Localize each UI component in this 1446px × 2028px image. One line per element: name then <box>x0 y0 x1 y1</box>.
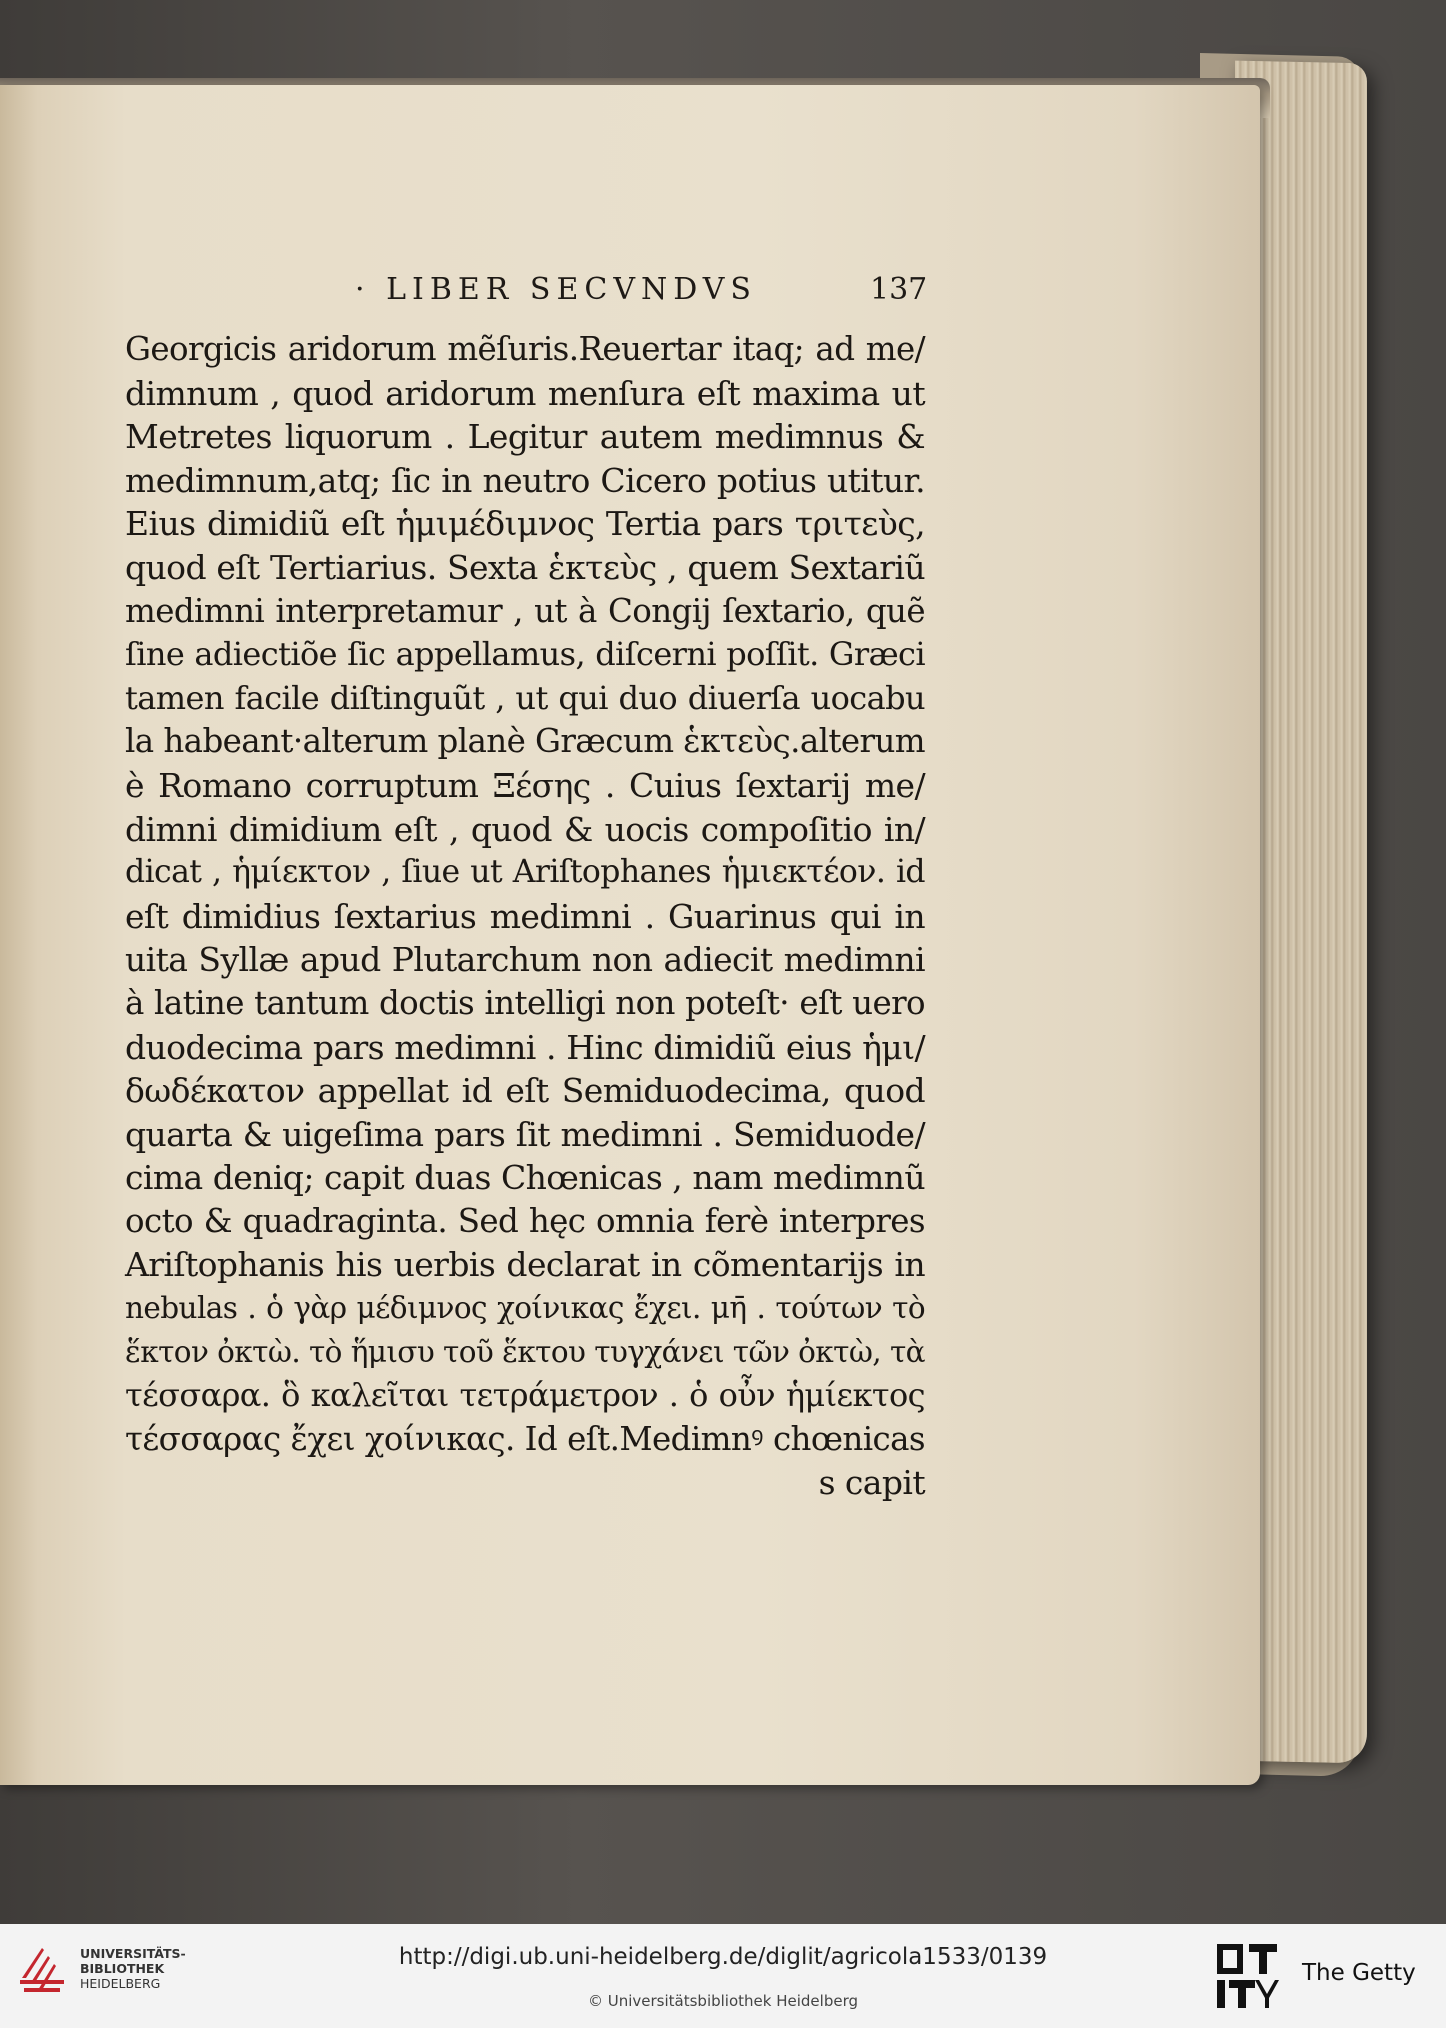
page-number: 137 <box>870 272 928 307</box>
permalink-url[interactable]: http://digi.ub.uni-heidelberg.de/diglit/agricola1533/0139 <box>398 1944 1048 1970</box>
library-name-line: UNIVERSITÄTS- <box>80 1946 186 1961</box>
text-line: medimni interpretamur , ut à Congij ſextario, quẽ <box>125 591 925 630</box>
text-line: cima deniq; capit duas Chœnicas , nam medimnũ <box>125 1158 925 1198</box>
text-line: dimnum , quod aridorum menſura eſt maxima ut <box>125 373 925 413</box>
text-line: ἕκτον ὀκτὼ. τὸ ἥμισυ τοῦ ἕκτου τυγχάνει τῶν ὀκτὼ, τὰ <box>125 1334 925 1369</box>
text-line: uita Syllæ apud Plutarchum non adiecit medimni <box>125 940 925 980</box>
text-line: Ariſtophanis his uerbis declarat in cõmentarijs in <box>125 1245 925 1285</box>
partner-name: The Getty <box>1302 1960 1416 1986</box>
text-block <box>125 328 925 1505</box>
copyright-notice: © Universitätsbibliothek Heidelberg <box>587 1992 858 2010</box>
text-line: eſt dimidius ſextarius medimni . Guarinus qui in <box>125 896 925 936</box>
text-line: quod eſt Tertiarius. Sexta ἑκτεὺς , quem Sextariũ <box>125 547 925 587</box>
text-line: quarta & uigeſima pars ſit medimni . Semiduode/ <box>125 1114 925 1154</box>
text-line: Metretes liquorum . Legitur autem medimnus & <box>125 417 925 457</box>
text-line: medimnum,atq; ſic in neutro Cicero potius utitur. <box>125 460 925 500</box>
text-line: τέσσαρα. ὃ καλεῖται τετράμετρον . ὁ οὖν ἡμίεκτος <box>125 1376 925 1415</box>
running-head: · LIBER SECVNDVS <box>355 272 757 307</box>
getty-logo-icon <box>1215 1942 1279 2010</box>
text-line: tamen facile diſtinguũt , ut qui duo diuerſa uocabu <box>125 678 925 717</box>
text-line: dimni dimidium eſt , quod & uocis compoſitio in/ <box>125 809 925 849</box>
text-line: octo & quadraginta. Sed hęc omnia ferè interpres <box>125 1201 925 1240</box>
text-line: duodecima pars medimni . Hinc dimidiũ eius ἡμι/ <box>125 1027 925 1067</box>
text-line: è Romano corruptum Ξέσης . Cuius ſextarij me/ <box>125 765 925 805</box>
library-name-line: HEIDELBERG <box>80 1976 161 1991</box>
text-line: τέσσαρας ἔχει χοίνικας. Id eſt.Medimnꝰ chœnicas <box>125 1419 925 1458</box>
viewer-footer <box>0 1924 1446 2028</box>
text-line: dicat , ἡμίεκτον , ſiue ut Ariſtophanes ἡμιεκτέον. id <box>125 854 925 891</box>
text-line: à latine tantum doctis intelligi non poteſt· eſt uero <box>125 983 925 1022</box>
text-line: Georgicis aridorum mẽſuris.Reuertar itaq; ad me/ <box>125 330 925 368</box>
text-line: δωδέκατον appellat id eſt Semiduodecima, quod <box>125 1071 925 1111</box>
library-name-line: BIBLIOTHEK <box>80 1961 165 1976</box>
text-line: Eius dimidiũ eſt ἡμιμέδιμνος Tertia pars τριτεὺς, <box>125 504 925 544</box>
text-line: ſine adiectiõe ſic appellamus, diſcerni poſſit. Græci <box>125 635 925 674</box>
catchword-line: s capit <box>818 1463 925 1503</box>
text-line: nebulas . ὁ γὰρ μέδιμνος χοίνικας ἔχει. μη̄ . τούτων τὸ <box>125 1291 925 1326</box>
text-line: la habeant·alterum planè Græcum ἑκτεὺς.alterum <box>125 722 925 761</box>
